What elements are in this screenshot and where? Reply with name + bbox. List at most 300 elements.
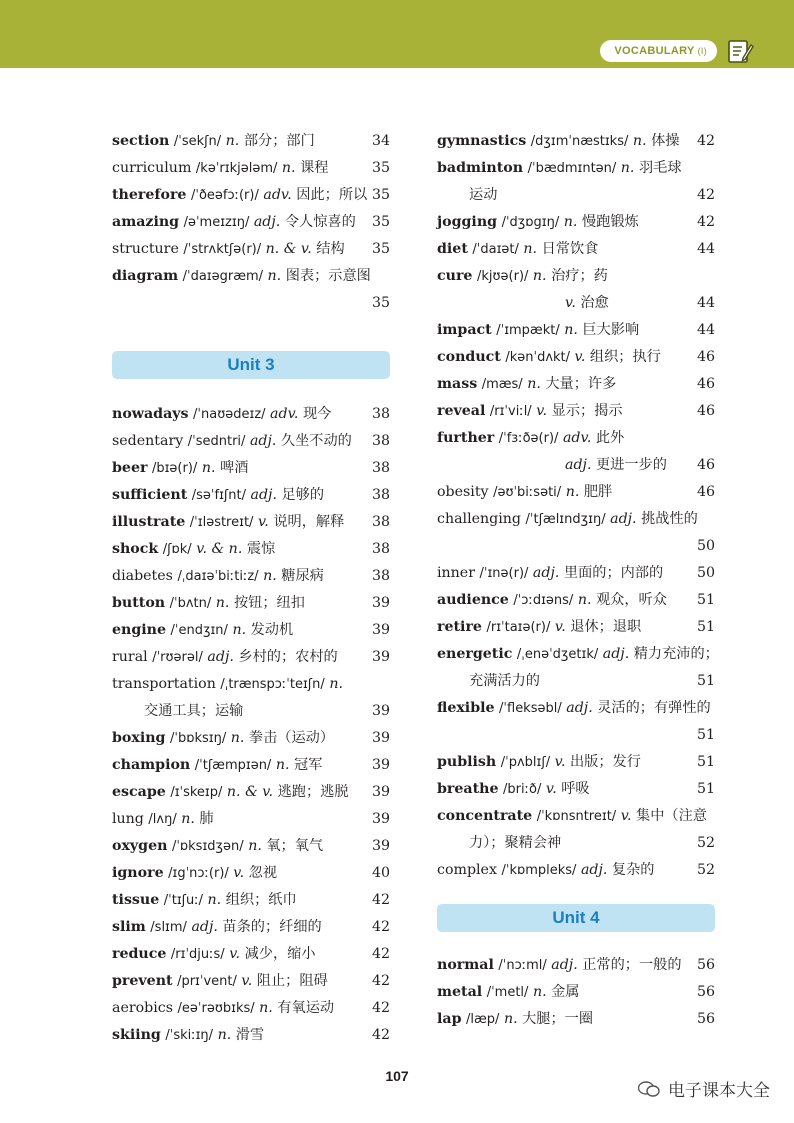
vocab-entry — [112, 128, 390, 155]
part-of-speech: n. — [564, 322, 578, 338]
page-reference: 42 — [371, 946, 390, 962]
vocab-entry — [112, 590, 390, 617]
page-reference: 38 — [371, 433, 390, 449]
headword: complex — [437, 862, 497, 878]
page-reference: 46 — [696, 349, 715, 365]
part-of-speech: n. — [329, 676, 343, 692]
part-of-speech: adv. — [270, 406, 299, 422]
vocab-entry — [112, 752, 390, 779]
definition: 课程 — [300, 160, 329, 176]
phonetic: /ˈpʌblɪʃ/ — [500, 755, 551, 770]
page-reference: 35 — [371, 187, 390, 203]
definition: 有氧运动 — [277, 1000, 335, 1016]
headword: tissue — [112, 892, 160, 908]
page-reference: 38 — [371, 514, 390, 530]
headword: prevent — [112, 973, 173, 989]
definition: 金属 — [551, 984, 580, 1000]
part-of-speech: adj. — [191, 919, 218, 935]
definition: 说明，解释 — [273, 514, 345, 530]
definition: 冠军 — [294, 757, 323, 773]
vocab-entry — [437, 236, 715, 263]
definition: 显示；揭示 — [551, 403, 623, 419]
vocab-entry — [112, 644, 390, 671]
page-reference: 39 — [371, 703, 390, 719]
phonetic: /ˈdaɪəgræm/ — [182, 269, 264, 284]
part-of-speech: v. — [229, 946, 241, 962]
vocab-entry — [437, 979, 715, 1006]
part-of-speech: n. — [217, 1027, 232, 1043]
headword: section — [112, 133, 170, 149]
phonetic: /ˈnɔːml/ — [498, 958, 547, 973]
page-reference: 42 — [371, 919, 390, 935]
part-of-speech: v. — [574, 349, 586, 365]
phonetic: /ˈnaʊədeɪz/ — [193, 407, 266, 422]
definition: 图表；示意图 — [285, 268, 371, 284]
headword: beer — [112, 460, 148, 476]
part-of-speech: adj. — [253, 214, 281, 230]
part-of-speech: v. — [241, 973, 253, 989]
vocab-entry — [437, 668, 715, 695]
page-reference: 44 — [696, 295, 715, 311]
phonetic: /ˈbʌtn/ — [169, 596, 212, 611]
phonetic: /səˈfɪʃnt/ — [191, 488, 246, 503]
chat-bubble-icon — [638, 1080, 660, 1098]
part-of-speech: n. — [207, 892, 222, 908]
part-of-speech: n. — [620, 160, 635, 176]
vocab-entry — [437, 614, 715, 641]
headword: energetic — [437, 646, 513, 662]
definition: 集中（注意 — [636, 808, 707, 824]
page-reference: 46 — [696, 403, 715, 419]
part-of-speech: adj. — [249, 433, 277, 449]
headword: lap — [437, 1011, 462, 1027]
page-reference: 46 — [696, 457, 715, 473]
part-of-speech: adv. — [263, 187, 292, 203]
vocab-entry — [112, 428, 390, 455]
phonetic: /slɪm/ — [150, 920, 187, 935]
watermark-text: 电子课本大全 — [668, 1081, 770, 1101]
vocab-entry — [112, 779, 390, 806]
definition: 结构 — [316, 241, 345, 257]
phonetic: /ˈkɒnsntreɪt/ — [536, 809, 617, 824]
definition: 氧；氧气 — [266, 838, 324, 854]
vocab-entry — [112, 887, 390, 914]
vocab-entry — [112, 401, 390, 428]
definition: 肥胖 — [583, 484, 613, 500]
phonetic: /prɪˈvent/ — [177, 974, 237, 989]
phonetic: /ˈdaɪət/ — [472, 242, 519, 257]
vocab-entry — [437, 155, 715, 182]
part-of-speech: n. — [232, 622, 247, 638]
phonetic: /ʃɒk/ — [162, 542, 192, 557]
page-reference: 42 — [371, 1027, 390, 1043]
page-reference: 39 — [371, 784, 390, 800]
page-reference: 56 — [696, 984, 715, 1000]
headword: structure — [112, 241, 179, 257]
part-of-speech: n. — [215, 595, 230, 611]
definition: 部分；部门 — [243, 133, 315, 149]
page-reference: 40 — [371, 865, 390, 881]
vocab-entry — [112, 833, 390, 860]
page-reference: 38 — [371, 568, 390, 584]
vocabulary-column-right — [437, 128, 719, 1033]
vocab-entry — [112, 725, 390, 752]
vocab-entry — [112, 155, 390, 182]
page-reference: 39 — [371, 649, 390, 665]
page-reference: 38 — [371, 541, 390, 557]
page-reference: 39 — [371, 595, 390, 611]
vocab-entry — [112, 482, 390, 509]
definition: 组织；执行 — [589, 349, 661, 365]
vocab-entry — [112, 995, 390, 1022]
part-of-speech: adj. — [532, 565, 560, 581]
page-reference: 51 — [696, 727, 715, 743]
headword: sufficient — [112, 487, 188, 503]
page-reference: 35 — [371, 214, 390, 230]
vocab-entry — [437, 803, 715, 830]
page-reference: 35 — [371, 295, 390, 311]
part-of-speech: adj. — [250, 487, 277, 503]
phonetic: /ˈrʊərəl/ — [152, 650, 203, 665]
headword: publish — [437, 754, 497, 770]
headword: challenging — [437, 511, 521, 527]
definition: 日常饮食 — [541, 241, 599, 257]
phonetic: /ɪgˈnɔː(r)/ — [168, 866, 229, 881]
definition: 减少，缩小 — [244, 946, 316, 962]
headword: normal — [437, 957, 494, 973]
headword: diet — [437, 241, 468, 257]
headword: inner — [437, 565, 475, 581]
definition: 退休；退职 — [570, 619, 642, 635]
phonetic: /ˈɪləstreɪt/ — [189, 515, 254, 530]
vocab-entry — [437, 857, 715, 884]
vocab-entry — [112, 455, 390, 482]
vocab-entry — [112, 914, 390, 941]
page-reference: 39 — [371, 757, 390, 773]
headword: gymnastics — [437, 133, 527, 149]
definition: 组织；纸巾 — [225, 892, 297, 908]
vocab-entry — [437, 722, 715, 749]
definition: 挑战性的 — [641, 511, 698, 527]
page-reference: 35 — [371, 241, 390, 257]
definition: 大腿；一圈 — [522, 1011, 594, 1027]
headword: shock — [112, 541, 159, 557]
phonetic: /ˈendʒɪn/ — [170, 623, 228, 638]
part-of-speech: n. — [248, 838, 262, 854]
vocabulary-tab-suffix: (I) — [697, 46, 707, 56]
part-of-speech: adj. — [566, 700, 593, 716]
vocab-entry — [112, 182, 390, 209]
vocab-entry — [112, 968, 390, 995]
vocab-entry — [437, 533, 715, 560]
phonetic: /ˈtʃæmpɪən/ — [194, 758, 272, 773]
phonetic: /ˈbɒksɪŋ/ — [169, 731, 227, 746]
phonetic: /læp/ — [466, 1012, 500, 1027]
page-reference: 44 — [696, 241, 715, 257]
vocab-entry — [112, 290, 390, 317]
phonetic: /əˈmeɪzɪŋ/ — [183, 215, 250, 230]
phonetic: /ˈdʒɒgɪŋ/ — [501, 215, 560, 230]
part-of-speech: n. & v. — [226, 784, 274, 800]
headword: illustrate — [112, 514, 186, 530]
part-of-speech: v. — [554, 619, 566, 635]
phonetic: /ˈsekʃn/ — [173, 134, 222, 149]
headword: reveal — [437, 403, 486, 419]
phonetic: /lʌŋ/ — [148, 812, 177, 827]
headword: engine — [112, 622, 166, 638]
phonetic: /mæs/ — [481, 377, 523, 392]
vocab-entry — [437, 776, 715, 803]
phonetic: /ˈtɪʃuː/ — [163, 893, 204, 908]
page-reference: 38 — [371, 406, 390, 422]
definition: 体操 — [651, 133, 680, 149]
part-of-speech: v. — [233, 865, 245, 881]
phonetic: /rɪˈdjuːs/ — [170, 947, 225, 962]
page-reference: 51 — [696, 754, 715, 770]
vocab-entry — [112, 209, 390, 236]
vocab-entry — [437, 317, 715, 344]
definition: 治疗；药 — [551, 268, 608, 284]
headword: button — [112, 595, 166, 611]
definition: 阻止；阻碍 — [256, 973, 328, 989]
part-of-speech: v. & n. — [196, 541, 243, 557]
page-reference: 52 — [696, 835, 715, 851]
headword: oxygen — [112, 838, 168, 854]
part-of-speech: n. — [259, 1000, 273, 1016]
phonetic: /ˈfleksəbl/ — [499, 701, 562, 716]
vocab-entry — [437, 587, 715, 614]
definition: 观众，听众 — [595, 592, 667, 608]
headword: conduct — [437, 349, 501, 365]
vocab-entry — [112, 263, 390, 290]
phonetic: /ˈɒksɪdʒən/ — [171, 839, 244, 854]
headword: ignore — [112, 865, 164, 881]
vocab-entry — [437, 560, 715, 587]
part-of-speech: n. — [503, 1011, 518, 1027]
headword: impact — [437, 322, 492, 338]
part-of-speech: n. — [563, 214, 578, 230]
vocab-entry — [437, 1006, 715, 1033]
definition: 肺 — [199, 811, 214, 827]
phonetic: /ɪˈskeɪp/ — [170, 785, 223, 800]
definition: 逃跑；逃脱 — [277, 784, 349, 800]
headword: curriculum — [112, 160, 192, 176]
vocab-entry — [112, 509, 390, 536]
vocab-entry — [112, 236, 390, 263]
page-reference: 50 — [696, 565, 715, 581]
page-reference: 56 — [696, 957, 715, 973]
definition: 发动机 — [250, 622, 294, 638]
page-reference: 46 — [696, 484, 715, 500]
definition: 足够的 — [281, 487, 325, 503]
unit-3-heading: Unit 3 — [112, 351, 390, 379]
phonetic: /ˌtrænspɔːˈteɪʃn/ — [220, 677, 325, 692]
page-reference: 34 — [371, 133, 390, 149]
phonetic: /ˈmetl/ — [486, 985, 529, 1000]
page-reference: 42 — [696, 133, 715, 149]
definition: 呼吸 — [561, 781, 590, 797]
vocab-entry — [437, 506, 715, 533]
headword: amazing — [112, 214, 180, 230]
page-reference: 46 — [696, 376, 715, 392]
definition: 治愈 — [580, 295, 609, 311]
headword: skiing — [112, 1027, 161, 1043]
headword: nowadays — [112, 406, 189, 422]
headword: boxing — [112, 730, 166, 746]
part-of-speech: n. — [230, 730, 245, 746]
definition: 羽毛球 — [638, 160, 682, 176]
page-reference: 52 — [696, 862, 715, 878]
page-reference: 44 — [696, 322, 715, 338]
part-of-speech: n. — [632, 133, 647, 149]
headword: lung — [112, 811, 144, 827]
phonetic: /ˌenəˈdʒetɪk/ — [516, 647, 599, 662]
page-reference: 38 — [371, 460, 390, 476]
headword: obesity — [437, 484, 489, 500]
part-of-speech: n. — [181, 811, 195, 827]
headword: therefore — [112, 187, 187, 203]
definition: 乡村的；农村的 — [238, 649, 338, 665]
page-reference: 42 — [696, 214, 715, 230]
phonetic: /ˈðeəfɔː(r)/ — [190, 188, 259, 203]
vocab-entry — [112, 860, 390, 887]
definition: 出版；发行 — [569, 754, 641, 770]
vocab-entry — [437, 209, 715, 236]
part-of-speech: n. — [565, 484, 580, 500]
phonetic: /dʒɪmˈnæstɪks/ — [530, 134, 629, 149]
page-reference: 39 — [371, 811, 390, 827]
headword: flexible — [437, 700, 495, 716]
vocab-entry — [112, 698, 390, 725]
headword: mass — [437, 376, 478, 392]
phonetic: /bɪə(r)/ — [151, 461, 198, 476]
definition: 忽视 — [248, 865, 278, 881]
vocabulary-tab — [600, 40, 717, 62]
vocab-entry — [437, 452, 715, 479]
phonetic: /əʊˈbiːsəti/ — [493, 485, 562, 500]
part-of-speech: n. — [275, 757, 290, 773]
page-reference: 42 — [371, 973, 390, 989]
page-reference: 42 — [371, 1000, 390, 1016]
vocab-entry — [437, 344, 715, 371]
part-of-speech: adj. — [610, 511, 637, 527]
vocab-entry — [437, 128, 715, 155]
definition: 现今 — [302, 406, 332, 422]
vocab-entry — [437, 182, 715, 209]
headword: further — [437, 430, 495, 446]
phonetic: /rɪˈviːl/ — [489, 404, 532, 419]
part-of-speech: adj. — [551, 957, 578, 973]
definition: 正常的；一般的 — [582, 957, 682, 973]
vocab-entry — [437, 641, 719, 668]
definition: 此外 — [595, 430, 625, 446]
part-of-speech: n. — [527, 376, 541, 392]
vocab-entry — [437, 371, 715, 398]
headword: diagram — [112, 268, 179, 284]
definition: 滑雪 — [235, 1027, 265, 1043]
vocab-entry — [437, 398, 715, 425]
definition: 里面的；内部的 — [563, 565, 664, 581]
phonetic: /briːð/ — [503, 782, 542, 797]
part-of-speech: n. — [201, 460, 216, 476]
phonetic: /ˈfɜːðə(r)/ — [498, 431, 559, 446]
phonetic: /kjʊə(r)/ — [476, 269, 529, 284]
phonetic: /ˈɔːdɪəns/ — [513, 593, 574, 608]
part-of-speech: n. — [267, 268, 282, 284]
vocab-entry — [437, 830, 715, 857]
definition: 啤酒 — [220, 460, 249, 476]
part-of-speech: v. — [565, 295, 576, 311]
part-of-speech: n. — [532, 984, 547, 1000]
part-of-speech: n. & v. — [265, 241, 312, 257]
definition: 灵活的；有弹性的 — [597, 700, 711, 716]
part-of-speech: adj. — [565, 457, 592, 473]
page-reference: 51 — [696, 592, 715, 608]
definition: 慢跑锻炼 — [581, 214, 639, 230]
headword: rural — [112, 649, 148, 665]
part-of-speech: v. — [620, 808, 632, 824]
phonetic: /ˈstrʌktʃə(r)/ — [183, 242, 262, 257]
phonetic: /eəˈrəʊbɪks/ — [177, 1001, 255, 1016]
phonetic: /kənˈdʌkt/ — [505, 350, 571, 365]
phonetic: /ˈsedntri/ — [187, 434, 246, 449]
page-reference: 39 — [371, 838, 390, 854]
definition: 复杂的 — [611, 862, 655, 878]
phonetic: /ˈɪmpækt/ — [496, 323, 560, 338]
vocab-entry — [112, 671, 390, 698]
phonetic: /rɪˈtaɪə(r)/ — [486, 620, 551, 635]
vocabulary-column-left — [112, 128, 390, 1049]
page-reference: 39 — [371, 730, 390, 746]
headword: cure — [437, 268, 473, 284]
headword: jogging — [437, 214, 498, 230]
watermark — [638, 1076, 770, 1101]
part-of-speech: v. — [257, 514, 269, 530]
unit-4-heading: Unit 4 — [437, 904, 715, 932]
page-reference: 38 — [371, 487, 390, 503]
headword: transportation — [112, 676, 216, 692]
part-of-speech: adj. — [580, 862, 608, 878]
part-of-speech: v. — [545, 781, 557, 797]
headword: sedentary — [112, 433, 184, 449]
phonetic: /ˈbædmɪntən/ — [527, 161, 617, 176]
page-reference: 39 — [371, 622, 390, 638]
phonetic: /ˈtʃælɪndʒɪŋ/ — [525, 512, 606, 527]
vocab-entry — [112, 563, 390, 590]
headword: retire — [437, 619, 482, 635]
vocab-entry — [437, 425, 715, 452]
vocab-entry — [112, 536, 390, 563]
part-of-speech: adv. — [562, 430, 592, 446]
headword: concentrate — [437, 808, 533, 824]
definition: 久坐不动的 — [280, 433, 352, 449]
vocab-entry — [437, 952, 715, 979]
page-reference: 51 — [696, 619, 715, 635]
definition: 因此；所以 — [296, 187, 368, 203]
headword: badminton — [437, 160, 524, 176]
vocab-entry — [437, 479, 715, 506]
page-reference: 50 — [696, 538, 715, 554]
definition: 精力充沛的； — [633, 646, 719, 662]
part-of-speech: adj. — [602, 646, 630, 662]
vocab-entry — [437, 290, 715, 317]
vocab-entry — [112, 1022, 390, 1049]
vocab-entry — [437, 263, 715, 290]
part-of-speech: n. — [225, 133, 240, 149]
headword: metal — [437, 984, 483, 1000]
page-reference: 56 — [696, 1011, 715, 1027]
headword: breathe — [437, 781, 499, 797]
